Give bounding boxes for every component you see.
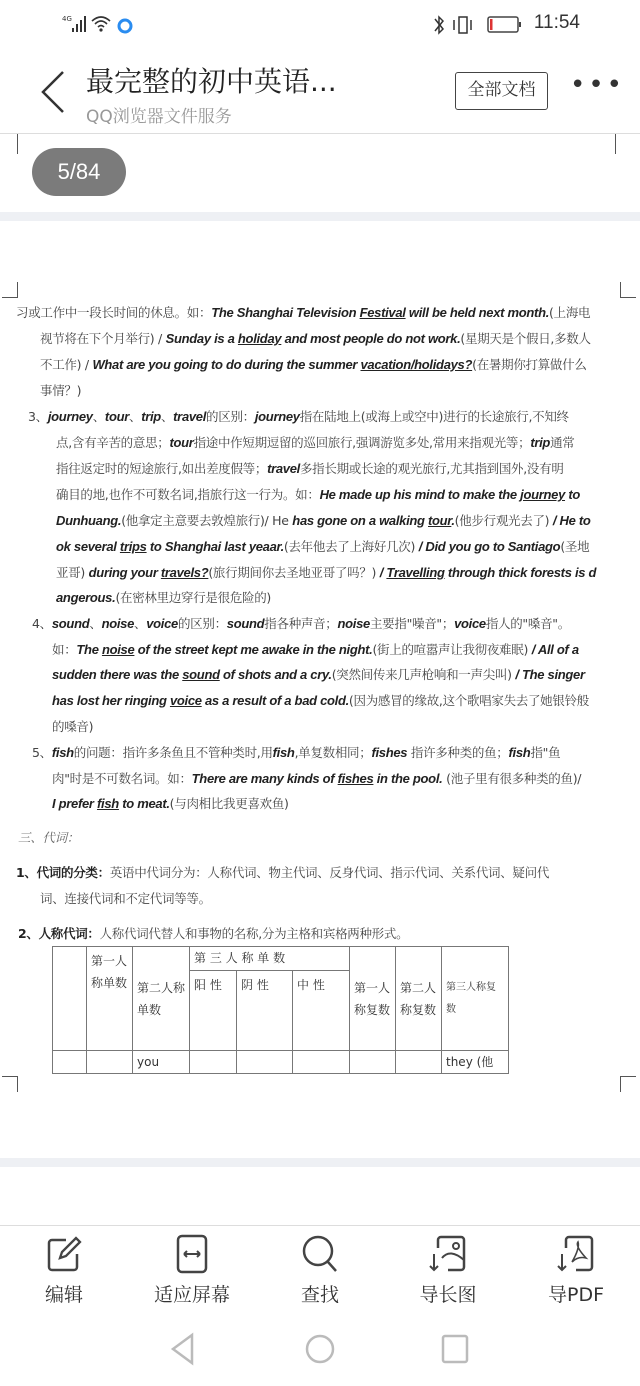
bluetooth-vibrate-battery-icons: [432, 13, 524, 37]
document-line: [56, 461, 564, 477]
table-cell: they (他: [442, 1051, 509, 1074]
emphasized-text: as a result of a bad cold.: [201, 693, 349, 708]
table-header: 第一人称复数: [350, 947, 396, 1051]
emphasized-text: trip: [141, 409, 161, 424]
emphasized-text: has gone on a walking: [292, 513, 428, 528]
text-segment: ,单复数相同；: [294, 745, 372, 760]
export-pdf-label: 导PDF: [547, 1284, 605, 1306]
emphasized-text: angerous.: [56, 590, 116, 605]
page-margin-mark: [17, 134, 18, 154]
emphasized-text: voice: [146, 616, 178, 631]
document-title: 最完整的初中英语...: [86, 65, 337, 98]
document-line: [16, 305, 590, 321]
emphasized-text: Sunday is a: [165, 331, 238, 346]
document-line: [18, 830, 79, 846]
emphasized-text: I prefer: [52, 796, 97, 811]
text-segment: 点,含有辛苦的意思；: [56, 435, 170, 450]
all-documents-button[interactable]: 全部文档: [455, 72, 548, 110]
document-line: [52, 719, 93, 735]
text-segment: 习或工作中一段长时间的休息。如：: [16, 305, 212, 320]
document-line: [52, 796, 289, 812]
emphasized-text: tour: [104, 409, 129, 424]
text-segment: (圣地: [560, 539, 590, 554]
text-segment: 4、: [32, 616, 52, 631]
export-image-icon: [428, 1234, 468, 1274]
page-indicator: 5/84: [32, 148, 126, 196]
emphasized-text: Festival: [359, 305, 406, 320]
text-segment: (去年他去了上海好几次): [283, 539, 419, 554]
text-segment: (他步行观光去了): [454, 513, 553, 528]
text-segment: 的区别：: [177, 616, 227, 631]
table-header: 第三人称复数: [442, 947, 509, 1051]
svg-text:4G: 4G: [62, 15, 72, 23]
emphasized-text: to: [565, 487, 581, 502]
emphasized-text: The Shanghai Television: [211, 305, 360, 320]
document-line: [16, 865, 549, 881]
text-segment: 指"鱼: [530, 745, 561, 760]
text-segment: 指往返定时的短途旅行,如出差度假等；: [56, 461, 268, 476]
emphasized-text: travel: [267, 461, 300, 476]
emphasized-text: journey: [520, 487, 566, 502]
edit-button[interactable]: [14, 1234, 114, 1307]
emphasized-text: fish: [96, 796, 119, 811]
table-cell: you: [133, 1051, 190, 1074]
document-line: [32, 616, 570, 632]
table-header: 阴 性: [237, 971, 293, 1051]
emphasized-text: fish: [51, 745, 74, 760]
emphasized-text: in the pool.: [373, 771, 443, 786]
export-pdf-icon: [556, 1234, 596, 1274]
text-segment: 英语中代词分为：人称代词、物主代词、反身代词、指示代词、关系代词、疑问代: [109, 865, 550, 880]
text-segment: 的问题：指许多条鱼且不管种类时,用: [73, 745, 273, 760]
document-line: [40, 891, 211, 907]
emphasized-text: tour: [428, 513, 452, 528]
export-pdf-button[interactable]: [526, 1234, 626, 1307]
text-segment: 、: [160, 409, 174, 424]
nav-home-icon[interactable]: [303, 1332, 337, 1366]
document-line: [56, 539, 589, 555]
text-segment: 亚哥): [56, 565, 89, 580]
search-button[interactable]: [270, 1234, 370, 1307]
table-header: 第二人称单数: [133, 947, 190, 1051]
page-separator: [0, 1158, 640, 1167]
document-line: [52, 693, 589, 709]
emphasized-text: There are many kinds of: [191, 771, 338, 786]
document-line: [40, 383, 81, 399]
text-segment: 指人的"嗓音"。: [485, 616, 570, 631]
emphasized-text: to Shanghai last yeaar.: [146, 539, 284, 554]
emphasized-text: trip: [530, 435, 551, 450]
table-header: 中 性: [293, 971, 350, 1051]
text-segment: 通常: [550, 435, 575, 450]
emphasized-text: will be held next month.: [405, 305, 550, 320]
text-segment: (旅行期间你去圣地亚哥了吗？): [208, 565, 380, 580]
document-line: [56, 590, 271, 606]
document-line: [28, 409, 569, 425]
emphasized-text: travel: [173, 409, 207, 424]
text-segment: 主要指"噪音"；: [369, 616, 455, 631]
emphasized-text: journey: [47, 409, 93, 424]
emphasized-text: 2、人称代词：: [18, 926, 100, 941]
emphasized-text: holiday: [237, 331, 282, 346]
document-subtitle: QQ浏览器文件服务: [86, 107, 232, 127]
emphasized-text: sound: [226, 616, 265, 631]
emphasized-text: noise: [337, 616, 370, 631]
emphasized-text: fish: [272, 745, 295, 760]
document-line: [56, 435, 574, 451]
emphasized-text: / All of a: [531, 642, 579, 657]
text-segment: 视节将在下个月举行) /: [40, 331, 166, 346]
emphasized-text: / He to: [552, 513, 591, 528]
back-icon[interactable]: [38, 70, 68, 114]
emphasized-text: fish: [508, 745, 531, 760]
text-segment: 的嗓音): [52, 719, 94, 734]
emphasized-text: sudden there was the: [52, 667, 183, 682]
page-margin-mark: [615, 134, 616, 154]
text-segment: 、: [129, 409, 142, 424]
text-segment: 3、: [28, 409, 48, 424]
edit-icon: [44, 1234, 84, 1274]
fit-screen-button[interactable]: [142, 1234, 242, 1307]
emphasized-text: has lost her ringing: [52, 693, 170, 708]
emphasized-text: sound: [182, 667, 220, 682]
text-segment: (与肉相比我更喜欢鱼): [169, 796, 289, 811]
emphasized-text: He made up his mind to make the: [319, 487, 521, 502]
emphasized-text: What are you going to do during the summer: [92, 357, 361, 372]
export-long-image-button[interactable]: [398, 1234, 498, 1307]
emphasized-text: to meat.: [118, 796, 170, 811]
text-segment: 事情？): [40, 383, 82, 398]
page-corner-mark: [2, 1076, 18, 1092]
clock: 11:54: [533, 12, 580, 33]
document-line: [32, 745, 560, 761]
emphasized-text: trips: [119, 539, 147, 554]
text-segment: 指途中作短期逗留的巡回旅行,强调游览多处,常用来指观光等；: [193, 435, 531, 450]
text-segment: 、: [89, 616, 102, 631]
personal-pronoun-table: [52, 946, 509, 1074]
page-corner-mark: [620, 1076, 636, 1092]
emphasized-text: tour: [169, 435, 194, 450]
text-segment: (上海电: [549, 305, 591, 320]
export-long-image-label: 导长图: [419, 1284, 477, 1306]
fit-screen-label: 适应屏幕: [153, 1284, 230, 1306]
text-segment: 肉"时是不可数名词。如：: [52, 771, 192, 786]
page-corner-mark: [620, 282, 636, 298]
text-segment: 多指长期或长途的观光旅行,尤其指到国外,没有明: [299, 461, 564, 476]
emphasized-text: of the street kept me awake in the night.: [134, 642, 373, 657]
text-segment: 如：: [52, 642, 77, 657]
emphasized-text: / The singer: [515, 667, 585, 682]
text-segment: 的区别：: [206, 409, 255, 424]
emphasized-text: voice: [169, 693, 202, 708]
emphasized-text: .: [451, 513, 455, 528]
text-segment: 人称代词代替人和事物的名称,分为主格和宾格两种形式。: [99, 926, 409, 941]
text-segment: (他拿定主意要去敦煌旅行)/ He: [121, 513, 293, 528]
document-line: [18, 926, 408, 942]
emphasized-text: 1、代词的分类：: [16, 865, 110, 880]
text-segment: (街上的喧嚣声让我彻夜难眠): [372, 642, 532, 657]
document-line: [40, 331, 591, 347]
signal-wifi-icons: [62, 12, 152, 36]
emphasized-text: /: [379, 565, 387, 580]
more-options-button[interactable]: •••: [570, 70, 626, 100]
emphasized-text: Dunhuang.: [56, 513, 122, 528]
emphasized-text: 三、代词：: [18, 830, 80, 845]
emphasized-text: vacation/holidays?: [360, 357, 473, 372]
page-separator: [0, 212, 640, 221]
emphasized-text: noise: [101, 616, 135, 631]
text-segment: (因为感冒的缘故,这个歌唱家失去了她银铃般: [348, 693, 589, 708]
emphasized-text: through thick forests is d: [444, 565, 597, 580]
text-segment: 5、: [32, 745, 52, 760]
system-nav-bar: [0, 1320, 640, 1386]
emphasized-text: travels?: [160, 565, 209, 580]
text-segment: 指各种声音；: [264, 616, 338, 631]
bottom-toolbar: [0, 1225, 640, 1320]
nav-back-icon[interactable]: [168, 1332, 198, 1366]
document-line: [40, 357, 587, 373]
text-segment: (在密林里边穿行是很危险的): [115, 590, 271, 605]
document-line: [56, 565, 596, 581]
text-segment: (星期天是个假日,多数人: [460, 331, 591, 346]
emphasized-text: during your: [88, 565, 161, 580]
emphasized-text: Travelling: [386, 565, 445, 580]
document-line: [56, 487, 580, 503]
fit-screen-icon: [172, 1234, 212, 1274]
emphasized-text: / Did you go to Santiago: [418, 539, 561, 554]
emphasized-text: fishes: [371, 745, 408, 760]
page-corner-mark: [2, 282, 18, 298]
document-line: [52, 667, 585, 683]
emphasized-text: fishes: [337, 771, 374, 786]
emphasized-text: and most people do not work.: [281, 331, 461, 346]
text-segment: 确目的地,也作不可数名词,指旅行这一行为。如：: [56, 487, 320, 502]
table-header: 第一人称单数: [87, 947, 133, 1051]
search-icon: [300, 1234, 340, 1274]
search-label: 查找: [300, 1284, 339, 1306]
emphasized-text: The: [76, 642, 102, 657]
table-header: 阳 性: [190, 971, 237, 1051]
table-header: 第二人称复数: [396, 947, 442, 1051]
text-segment: 指在陆地上(或海上或空中)进行的长途旅行,不知终: [299, 409, 569, 424]
text-segment: 词、连接代词和不定代词等等。: [40, 891, 211, 906]
text-segment: (池子里有很多种类的鱼)/: [442, 771, 582, 786]
edit-label: 编辑: [44, 1284, 83, 1306]
emphasized-text: sound: [51, 616, 90, 631]
app-header: [0, 50, 640, 134]
document-line: [52, 771, 581, 787]
text-segment: 指许多种类的鱼；: [407, 745, 509, 760]
table-header: 第 三 人 称 单 数: [190, 947, 350, 971]
emphasized-text: journey: [254, 409, 300, 424]
text-segment: 、: [134, 616, 147, 631]
text-segment: (突然间传来几声枪响和一声尖叫): [331, 667, 516, 682]
text-segment: 、: [92, 409, 105, 424]
text-segment: 不工作) /: [40, 357, 93, 372]
document-line: [56, 513, 591, 529]
emphasized-text: voice: [454, 616, 486, 631]
emphasized-text: noise: [101, 642, 135, 657]
emphasized-text: ok several: [56, 539, 120, 554]
text-segment: (在暑期你打算做什么: [472, 357, 587, 372]
status-bar: [0, 0, 640, 50]
nav-recents-icon[interactable]: [440, 1332, 470, 1366]
emphasized-text: of shots and a cry.: [219, 667, 332, 682]
document-line: [52, 642, 579, 658]
